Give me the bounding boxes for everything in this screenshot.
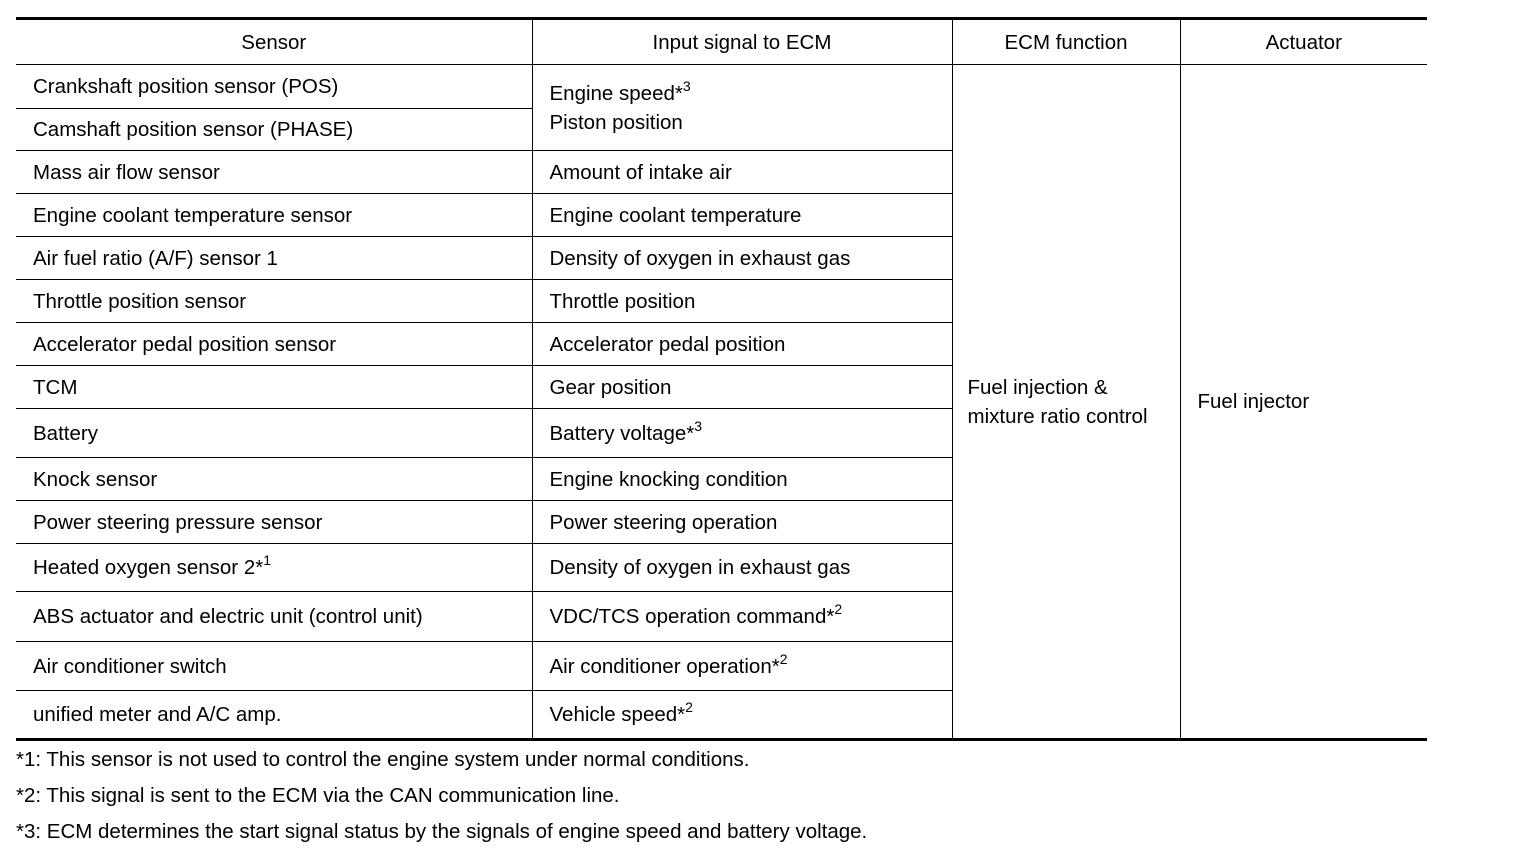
sensor-cell [16, 151, 532, 194]
footnote-2: *2: This signal is sent to the ECM via the CAN communication line. [16, 784, 620, 807]
header-ecm-function: ECM function [952, 19, 1180, 65]
input-signal-cell [532, 237, 952, 280]
input-signal-cell [532, 642, 952, 691]
input-signal-text: Battery voltage* [549, 421, 695, 445]
sensor-name: Battery [33, 421, 98, 445]
footnote-3: *3: ECM determines the start signal status by the signals of engine speed and battery voltage. [16, 820, 868, 843]
sensor-cell [16, 501, 532, 544]
footnote-1: *1: This sensor is not used to control the engine system under normal conditions. [16, 748, 750, 771]
input-signal-cell [532, 194, 952, 237]
footnote-marker: 1 [263, 552, 272, 568]
input-signal-cell [532, 280, 952, 323]
sensor-cell [16, 592, 532, 642]
input-signal-cell [532, 501, 952, 544]
sensor-name: Power steering pressure sensor [33, 510, 323, 534]
ecm-function-cell [952, 65, 1180, 740]
input-signal-text: Density of oxygen in exhaust gas [549, 556, 851, 579]
footnote-marker: 2 [685, 699, 693, 715]
sensor-name: Throttle position sensor [33, 289, 247, 313]
input-signal-text: Density of oxygen in exhaust gas [549, 246, 851, 270]
footnote-marker: 3 [682, 77, 691, 94]
footnote-marker: 3 [694, 417, 703, 434]
input-signal-text: Power steering operation [549, 510, 778, 534]
input-signal-cell [532, 592, 952, 642]
input-signal-cell [532, 409, 952, 458]
sensor-cell [16, 280, 532, 323]
sensor-cell [16, 691, 532, 740]
input-signal-text: Amount of intake air [549, 160, 732, 184]
sensor-cell [16, 366, 532, 409]
sensor-name: Accelerator pedal position sensor [33, 332, 337, 356]
table-body [16, 65, 1427, 740]
actuator-cell [1180, 65, 1427, 740]
input-signal-text: VDC/TCS operation command* [549, 605, 835, 628]
sensor-name: Camshaft position sensor (PHASE) [33, 118, 354, 141]
input-signal-text: Engine knocking condition [549, 467, 788, 491]
sensor-name: Knock sensor [33, 467, 158, 491]
sensor-name: unified meter and A/C amp. [33, 703, 282, 726]
input-signal-text: Gear position [549, 375, 672, 399]
sensor-cell [16, 642, 532, 691]
sensor-name: Engine coolant temperature sensor [33, 203, 353, 227]
input-signal-cell [532, 366, 952, 409]
sensor-cell [16, 323, 532, 366]
footnote-marker: 2 [779, 650, 788, 667]
input-signal-text: Engine coolant temperature [549, 203, 802, 227]
header-sensor: Sensor [16, 19, 532, 65]
input-signal-text: Accelerator pedal position [549, 332, 786, 356]
input-signal-cell [532, 458, 952, 501]
input-signal-text: Throttle position [549, 289, 696, 313]
sensor-name: Mass air flow sensor [33, 160, 220, 184]
header-actuator: Actuator [1180, 19, 1427, 65]
sensor-name: Heated oxygen sensor 2* [33, 556, 264, 579]
actuator-text: Fuel injector [1197, 390, 1310, 413]
ecm-sensor-table [16, 17, 1427, 741]
input-signal-cell [532, 323, 952, 366]
sensor-cell [16, 65, 532, 109]
sensor-cell [16, 458, 532, 501]
sensor-name: Air conditioner switch [33, 654, 227, 678]
sensor-cell [16, 194, 532, 237]
header-input-signal: Input signal to ECM [532, 19, 952, 65]
input-signal-cell [532, 691, 952, 740]
sensor-name: TCM [33, 375, 78, 399]
ecm-function-text: mixture ratio control [967, 404, 1148, 428]
input-signal-text: Engine speed* [549, 81, 683, 105]
table-row [16, 65, 1427, 109]
sensor-cell [16, 109, 532, 151]
sensor-cell [16, 544, 532, 592]
sensor-name: ABS actuator and electric unit (control unit) [33, 605, 423, 628]
input-signal-text: Piston position [549, 110, 683, 134]
sensor-cell [16, 237, 532, 280]
ecm-function-text: Fuel injection & [967, 375, 1108, 399]
input-signal-text: Air conditioner operation* [549, 654, 780, 678]
input-signal-cell [532, 544, 952, 592]
table-header-row [16, 19, 1427, 65]
input-signal-cell [532, 65, 952, 151]
input-signal-text: Vehicle speed* [549, 703, 686, 726]
ecm-table-container [16, 17, 1427, 741]
sensor-name: Air fuel ratio (A/F) sensor 1 [33, 246, 278, 270]
sensor-cell [16, 409, 532, 458]
input-signal-cell [532, 151, 952, 194]
sensor-name: Crankshaft position sensor (POS) [33, 75, 339, 98]
footnotes [16, 742, 867, 850]
footnote-marker: 2 [834, 601, 843, 617]
